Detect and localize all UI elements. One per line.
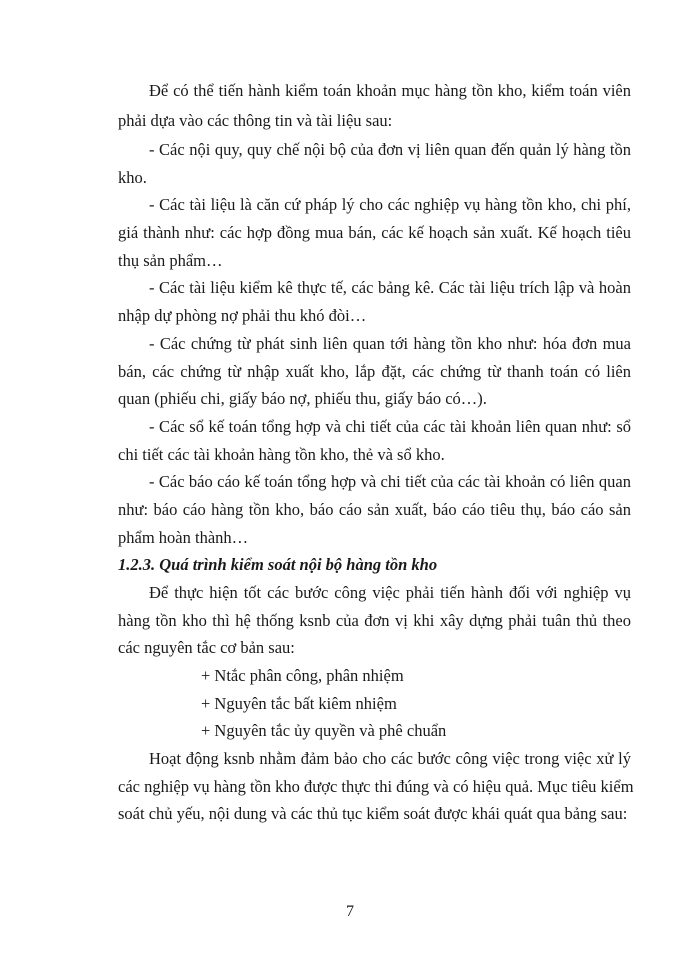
bullet-item-line: nhập dự phòng nợ phải thu khó đòi… <box>118 306 367 325</box>
paragraph-line: Để có thể tiến hành kiểm toán khoản mục hàng tồn kho, kiểm toán viên <box>149 81 631 100</box>
paragraph-line: soát chủ yếu, nội dung và các thủ tục kiểm soát được khái quát qua bảng sau: <box>118 804 628 823</box>
bullet-item-line: - Các báo cáo kế toán tổng hợp và chi tiết của các tài khoản có liên quan <box>149 472 631 491</box>
paragraph-line: Hoạt động ksnb nhằm đảm bảo cho các bước công việc trong việc xử lý <box>149 749 631 768</box>
bullet-item-line: giá thành như: các hợp đồng mua bán, các kế hoạch sản xuất. Kế hoạch tiêu <box>118 223 631 242</box>
bullet-item-line: - Các tài liệu là căn cứ pháp lý cho các nghiệp vụ hàng tồn kho, chi phí, <box>149 195 631 214</box>
bullet-item-line: kho. <box>118 168 147 187</box>
paragraph-line: Để thực hiện tốt các bước công việc phải tiến hành đối với nghiệp vụ <box>149 583 631 602</box>
paragraph-line: các nghiệp vụ hàng tồn kho được thực thi đúng và có hiệu quả. Mục tiêu kiểm <box>118 777 634 796</box>
bullet-item-line: thụ sản phẩm… <box>118 251 223 270</box>
bullet-item-line: - Các sổ kế toán tổng hợp và chi tiết của các tài khoản liên quan như: sổ <box>149 417 631 436</box>
bullet-item-line: quan (phiếu chi, giấy báo nợ, phiếu thu, giấy báo có…). <box>118 389 487 408</box>
bullet-item-line: như: báo cáo hàng tồn kho, báo cáo sản xuất, báo cáo tiêu thụ, báo cáo sản <box>118 500 631 519</box>
bullet-item-line: chi tiết các tài khoản hàng tồn kho, thẻ và sổ kho. <box>118 445 445 464</box>
bullet-item-line: - Các chứng từ phát sinh liên quan tới hàng tồn kho như: hóa đơn mua <box>149 334 631 353</box>
principle-item: + Nguyên tắc ủy quyền và phê chuẩn <box>201 721 447 740</box>
bullet-item-line: - Các tài liệu kiểm kê thực tế, các bảng kê. Các tài liệu trích lập và hoàn <box>149 278 631 297</box>
paragraph-line: phải dựa vào các thông tin và tài liệu sau: <box>118 111 393 130</box>
paragraph-line: các nguyên tắc cơ bản sau: <box>118 638 295 657</box>
bullet-item-line: phẩm hoàn thành… <box>118 528 249 547</box>
principle-item: + Ntắc phân công, phân nhiệm <box>201 666 404 685</box>
page-number: 7 <box>346 903 354 920</box>
bullet-item-line: bán, các chứng từ nhập xuất kho, lắp đặt, các chứng từ thanh toán có liên <box>118 362 631 381</box>
principle-item: + Nguyên tắc bất kiêm nhiệm <box>201 694 397 713</box>
section-heading: 1.2.3. Quá trình kiểm soát nội bộ hàng tồn kho <box>118 555 438 574</box>
paragraph-line: hàng tồn kho thì hệ thống ksnb của đơn vị khi xây dựng phải tuân thủ theo <box>118 611 631 630</box>
bullet-item-line: - Các nội quy, quy chế nội bộ của đơn vị liên quan đến quản lý hàng tồn <box>149 140 631 159</box>
